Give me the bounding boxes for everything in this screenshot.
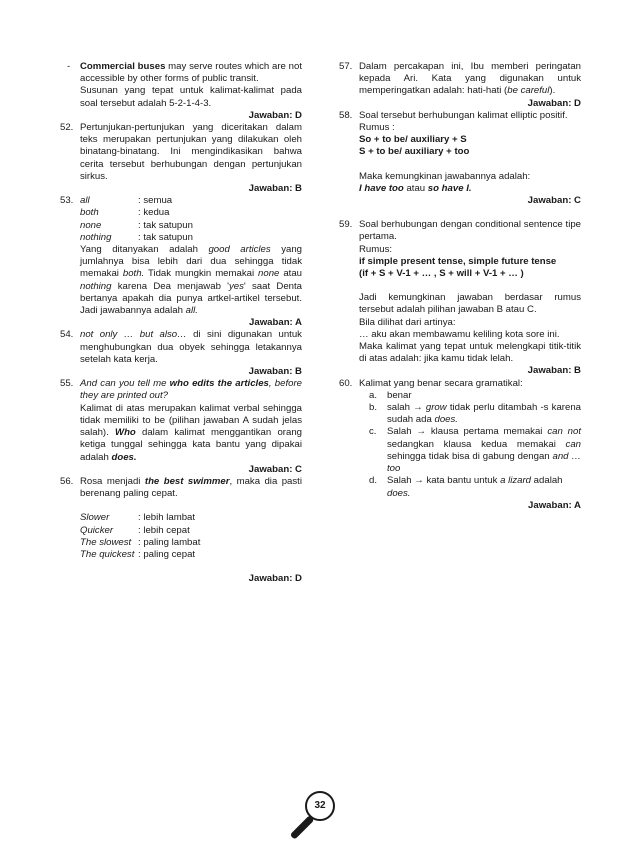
vocab-word: The quickest [80,548,135,560]
question-number: 53. [60,195,74,207]
vocab-meaning: : tak satupun [138,231,193,243]
vocab-word: nothing [80,231,112,243]
question-60 [339,378,581,512]
question-59 [339,219,581,377]
vocab-row [80,195,302,207]
page-number: 32 [305,791,335,821]
formula-line: So + to be/ auxiliary + S [359,134,467,146]
question-text: Kalimat yang benar secara gramatikal: [359,377,523,389]
explanation-text: Bila dilihat dari artinya: [359,316,456,328]
vocab-row [80,512,302,524]
explanation-text: … aku akan membawamu keliling kota sore ini. [359,328,560,340]
formula-line: (if + S + V-1 + … , S + will + V-1 + … ) [359,268,524,280]
vocab-meaning: : paling lambat [138,536,201,548]
question-number: 59. [339,219,353,231]
question-57 [339,61,581,110]
explanation-text: Jadi kemungkinan jawaban berdasar rumus tersebut adalah pilihan jawaban B atau C. [359,292,581,316]
vocab-row [80,220,302,232]
intro-block [60,85,302,122]
question-55 [60,378,302,476]
answer-label: Jawaban: D [248,109,302,121]
vocab-row [80,207,302,219]
vocab-word: Quicker [80,524,114,536]
question-53 [60,195,302,329]
formula-line: if simple present tense, simple future tense [359,255,557,267]
question-number: 55. [60,378,74,390]
answer-label: Jawaban: A [528,499,581,511]
vocab-meaning: : kedua [138,207,170,219]
magnifier-handle-icon [290,815,315,840]
vocab-row [80,525,302,537]
formula-line: S + to be/ auxiliary + too [359,146,470,158]
bullet-commercial-buses [60,61,302,85]
answer-label: Jawaban: B [248,366,302,378]
answer-label: Jawaban: D [527,97,581,109]
answer-label: Jawaban: C [527,195,581,207]
bullet-text: may serve routes which are not accessible by other forms of public transit. [80,61,302,85]
explanation-text: Maka kalimat yang tepat untuk melengkapi titik-titik di atas adalah: jika kamu tidak lelah. [359,341,581,365]
vocab-word: Slower [80,512,110,524]
vocab-word: all [80,195,90,207]
explanation-text: Yang ditanyakan adalah good articles yang jumlahnya bisa lebih dari dua sehingga tidak memakai both. Tidak mungkin memakai none atau nothing karena Dea menjawab 'yes' saat Denta bertanya apakah dia punya artkel-artikel tersebut. Jadi jawabannya adalah all. [80,244,302,317]
explanation-text: Kalimat di atas merupakan kalimat verbal sehingga tidak memiliki to be (pilihan jawaban A sudah jelas salah). Who dalam kalimat menggantikan orang ketiga tunggal sehingga kata bantu yang dipakai adalah does. [80,402,302,463]
vocab-word: The slowest [80,536,132,548]
question-number: 54. [60,329,74,341]
answer-label: Jawaban: A [249,317,302,329]
explanation-text: Dalam percakapan ini, Ibu memberi peringatan kepada Ari. Kata yang digunakan untuk memperingatkan adalah: hati-hati (be careful). [359,61,581,97]
vocab-meaning: : tak satupun [138,219,193,231]
vocab-meaning: : semua [138,195,173,207]
question-number: 56. [60,475,74,487]
question-58 [339,110,581,207]
vocab-row [80,549,302,561]
vocab-row [80,537,302,549]
vocab-row [80,232,302,244]
option-d: d. Salah → kata bantu untuk a lizard adalah does. [369,475,563,499]
vocab-meaning: : paling cepat [138,548,196,560]
bullet-bold: Commercial buses [80,61,166,72]
question-number: 52. [60,122,74,134]
question-text: Pertunjukan-pertunjukan yang diceritakan dalam teks merupakan pertunjukan yang dilakukan oleh binatang-binatang. Ini mengindikasikan bahwa cerita tersebut berhubungan dengan pertunjukan sirkus. [80,122,302,182]
answer-label: Jawaban: C [248,463,302,475]
explanation-text: not only … but also… di sini digunakan untuk menghubungkan dua obyek sehingga letakannya setelah kata kerja. [80,329,302,365]
option-a: a. benar [369,389,412,401]
vocab-meaning: : lebih lambat [138,512,196,524]
question-text: Soal tersebut berhubungan kalimat elliptic positif. [359,109,568,121]
example-answer: I have too atau so have I. [359,182,472,194]
explanation-text: Rosa menjadi the best swimmer, maka dia pasti berenang paling cepat. [80,475,302,500]
option-b: b. salah → grow tidak perlu ditambah -s karena sudah ada does. [369,402,581,426]
formula-label: Rumus : [359,122,395,134]
question-number: 57. [339,61,353,72]
question-text: And can you tell me who edits the articles, before they are printed out? [80,378,302,402]
question-54 [60,329,302,378]
bullet-dash: - [67,61,71,72]
question-number: 58. [339,109,353,121]
conclusion-text: Maka kemungkinan jawabannya adalah: [359,170,531,182]
answer-label: Jawaban: B [248,183,302,195]
question-56 [60,476,302,585]
right-column [339,61,581,512]
intro-text: Susunan yang tepat untuk kalimat-kalimat pada soal tersebut adalah 5-2-1-4-3. [80,85,302,109]
question-text: Soal berhubungan dengan conditional sentence tipe pertama. [359,219,581,243]
vocab-meaning: : lebih cepat [138,524,190,536]
answer-label: Jawaban: D [248,573,302,585]
vocab-word: none [80,219,102,231]
option-c: c. Salah → klausa pertama memakai can not sedangkan klausa kedua memakai can sehingga tidak bisa di gabung dengan and … too [369,426,581,475]
question-52 [60,122,302,195]
formula-label: Rumus: [359,243,393,255]
left-column [60,61,302,585]
vocab-word: both [80,207,99,219]
question-number: 60. [339,377,353,389]
answer-label: Jawaban: B [527,365,581,377]
